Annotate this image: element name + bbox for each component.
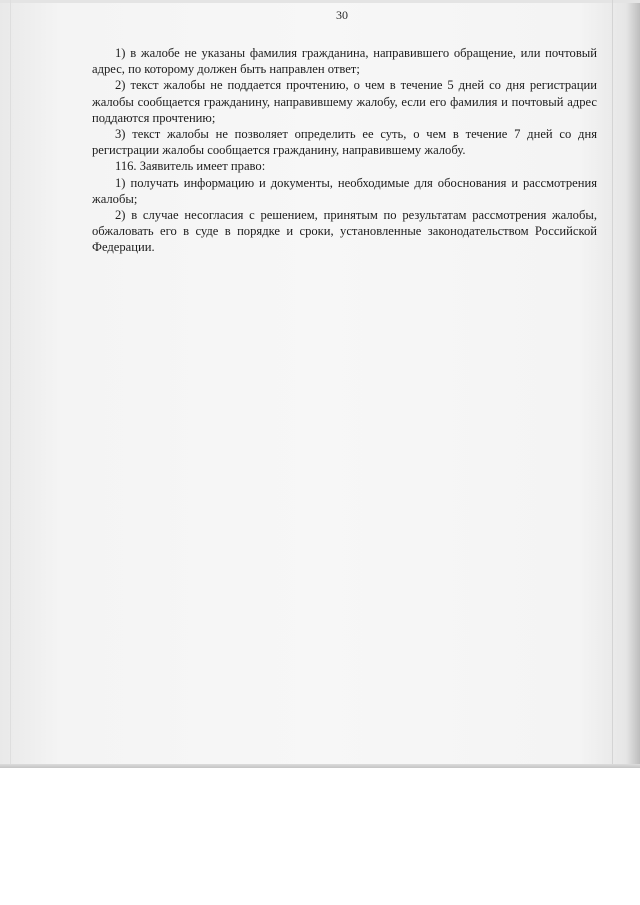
scan-shadow-line	[612, 0, 613, 768]
scan-shadow-line	[10, 0, 11, 768]
paragraph-item-1-no-surname: 1) в жалобе не указаны фамилия гражданина, направившего обращение, или почтовый адрес, по которому должен быть направлен ответ;	[92, 46, 597, 77]
paragraph-item-3-unclear-essence: 3) текст жалобы не позволяет определить ее суть, о чем в течение 7 дней со дня регистрации жалобы сообщается гражданину, направившему жалобу.	[92, 127, 597, 158]
page-top-edge	[0, 0, 640, 3]
page-number: 30	[336, 8, 348, 22]
document-body	[92, 45, 597, 256]
paragraph-right-2-appeal: 2) в случае несогласия с решением, принятым по результатам рассмотрения жалобы, обжаловать его в суде в порядке и сроки, установленные законодательством Российской Федерации.	[92, 208, 597, 255]
paragraph-right-1-information: 1) получать информацию и документы, необходимые для обоснования и рассмотрения жалобы;	[92, 175, 597, 206]
paragraph-clause-116: 116. Заявитель имеет право:	[115, 159, 266, 174]
page-bottom-edge	[0, 764, 640, 768]
paragraph-item-2-unreadable: 2) текст жалобы не поддается прочтению, о чем в течение 5 дней со дня регистрации жалобы сообщается гражданину, направившему жалобу, если его фамилия и почтовый адрес поддаются прочтению;	[92, 78, 597, 125]
